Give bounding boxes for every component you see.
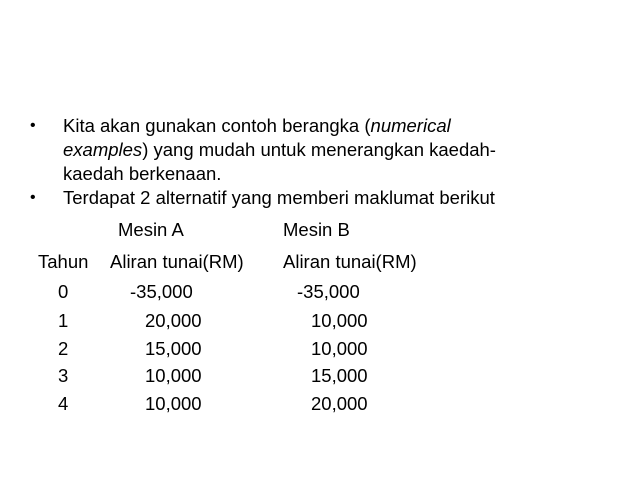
bullet-text: [63, 114, 623, 186]
group-header-mesin-a: Mesin A: [118, 219, 184, 240]
cell-year: 0: [58, 281, 69, 302]
bullet-line-text: ) yang mudah untuk menerangkan kaedah-: [142, 139, 496, 160]
cell-mesin-a: 10,000: [145, 393, 202, 414]
cell-mesin-b: 10,000: [311, 338, 368, 359]
cell-year: 1: [58, 310, 69, 331]
cell-mesin-b: 15,000: [311, 365, 368, 386]
cell-mesin-a: 15,000: [145, 338, 202, 359]
cell-mesin-b: 10,000: [311, 310, 368, 331]
cell-year: 2: [58, 338, 69, 359]
col-header-aliran-b: Aliran tunai(RM): [283, 251, 417, 272]
col-header-aliran-a: Aliran tunai(RM): [110, 251, 244, 272]
bullet-line-emphasis: numerical: [370, 115, 451, 136]
cell-mesin-b: 20,000: [311, 393, 368, 414]
bullet-line-text: Terdapat 2 alternatif yang memberi maklumat berikut: [63, 187, 495, 208]
bullet-line-emphasis: examples: [63, 139, 143, 160]
bullet-line: [63, 138, 623, 162]
cell-mesin-a: 20,000: [145, 310, 202, 331]
bullet-line-text: kaedah berkenaan.: [63, 163, 222, 184]
group-header-mesin-b: Mesin B: [283, 219, 350, 240]
cell-year: 3: [58, 365, 69, 386]
cell-year: 4: [58, 393, 69, 414]
bullet-line: [63, 114, 623, 138]
cell-mesin-b: -35,000: [297, 281, 360, 302]
col-header-tahun: Tahun: [38, 251, 89, 272]
bullet-dot-icon: •: [30, 189, 36, 206]
cell-mesin-a: -35,000: [130, 281, 193, 302]
bullet-line: [63, 162, 623, 186]
cell-mesin-a: 10,000: [145, 365, 202, 386]
bullet-text: [63, 186, 623, 210]
bullet-dot-icon: •: [30, 117, 36, 134]
bullet-line-text: Kita akan gunakan contoh berangka (: [63, 115, 371, 136]
bullet-line: [63, 186, 623, 210]
